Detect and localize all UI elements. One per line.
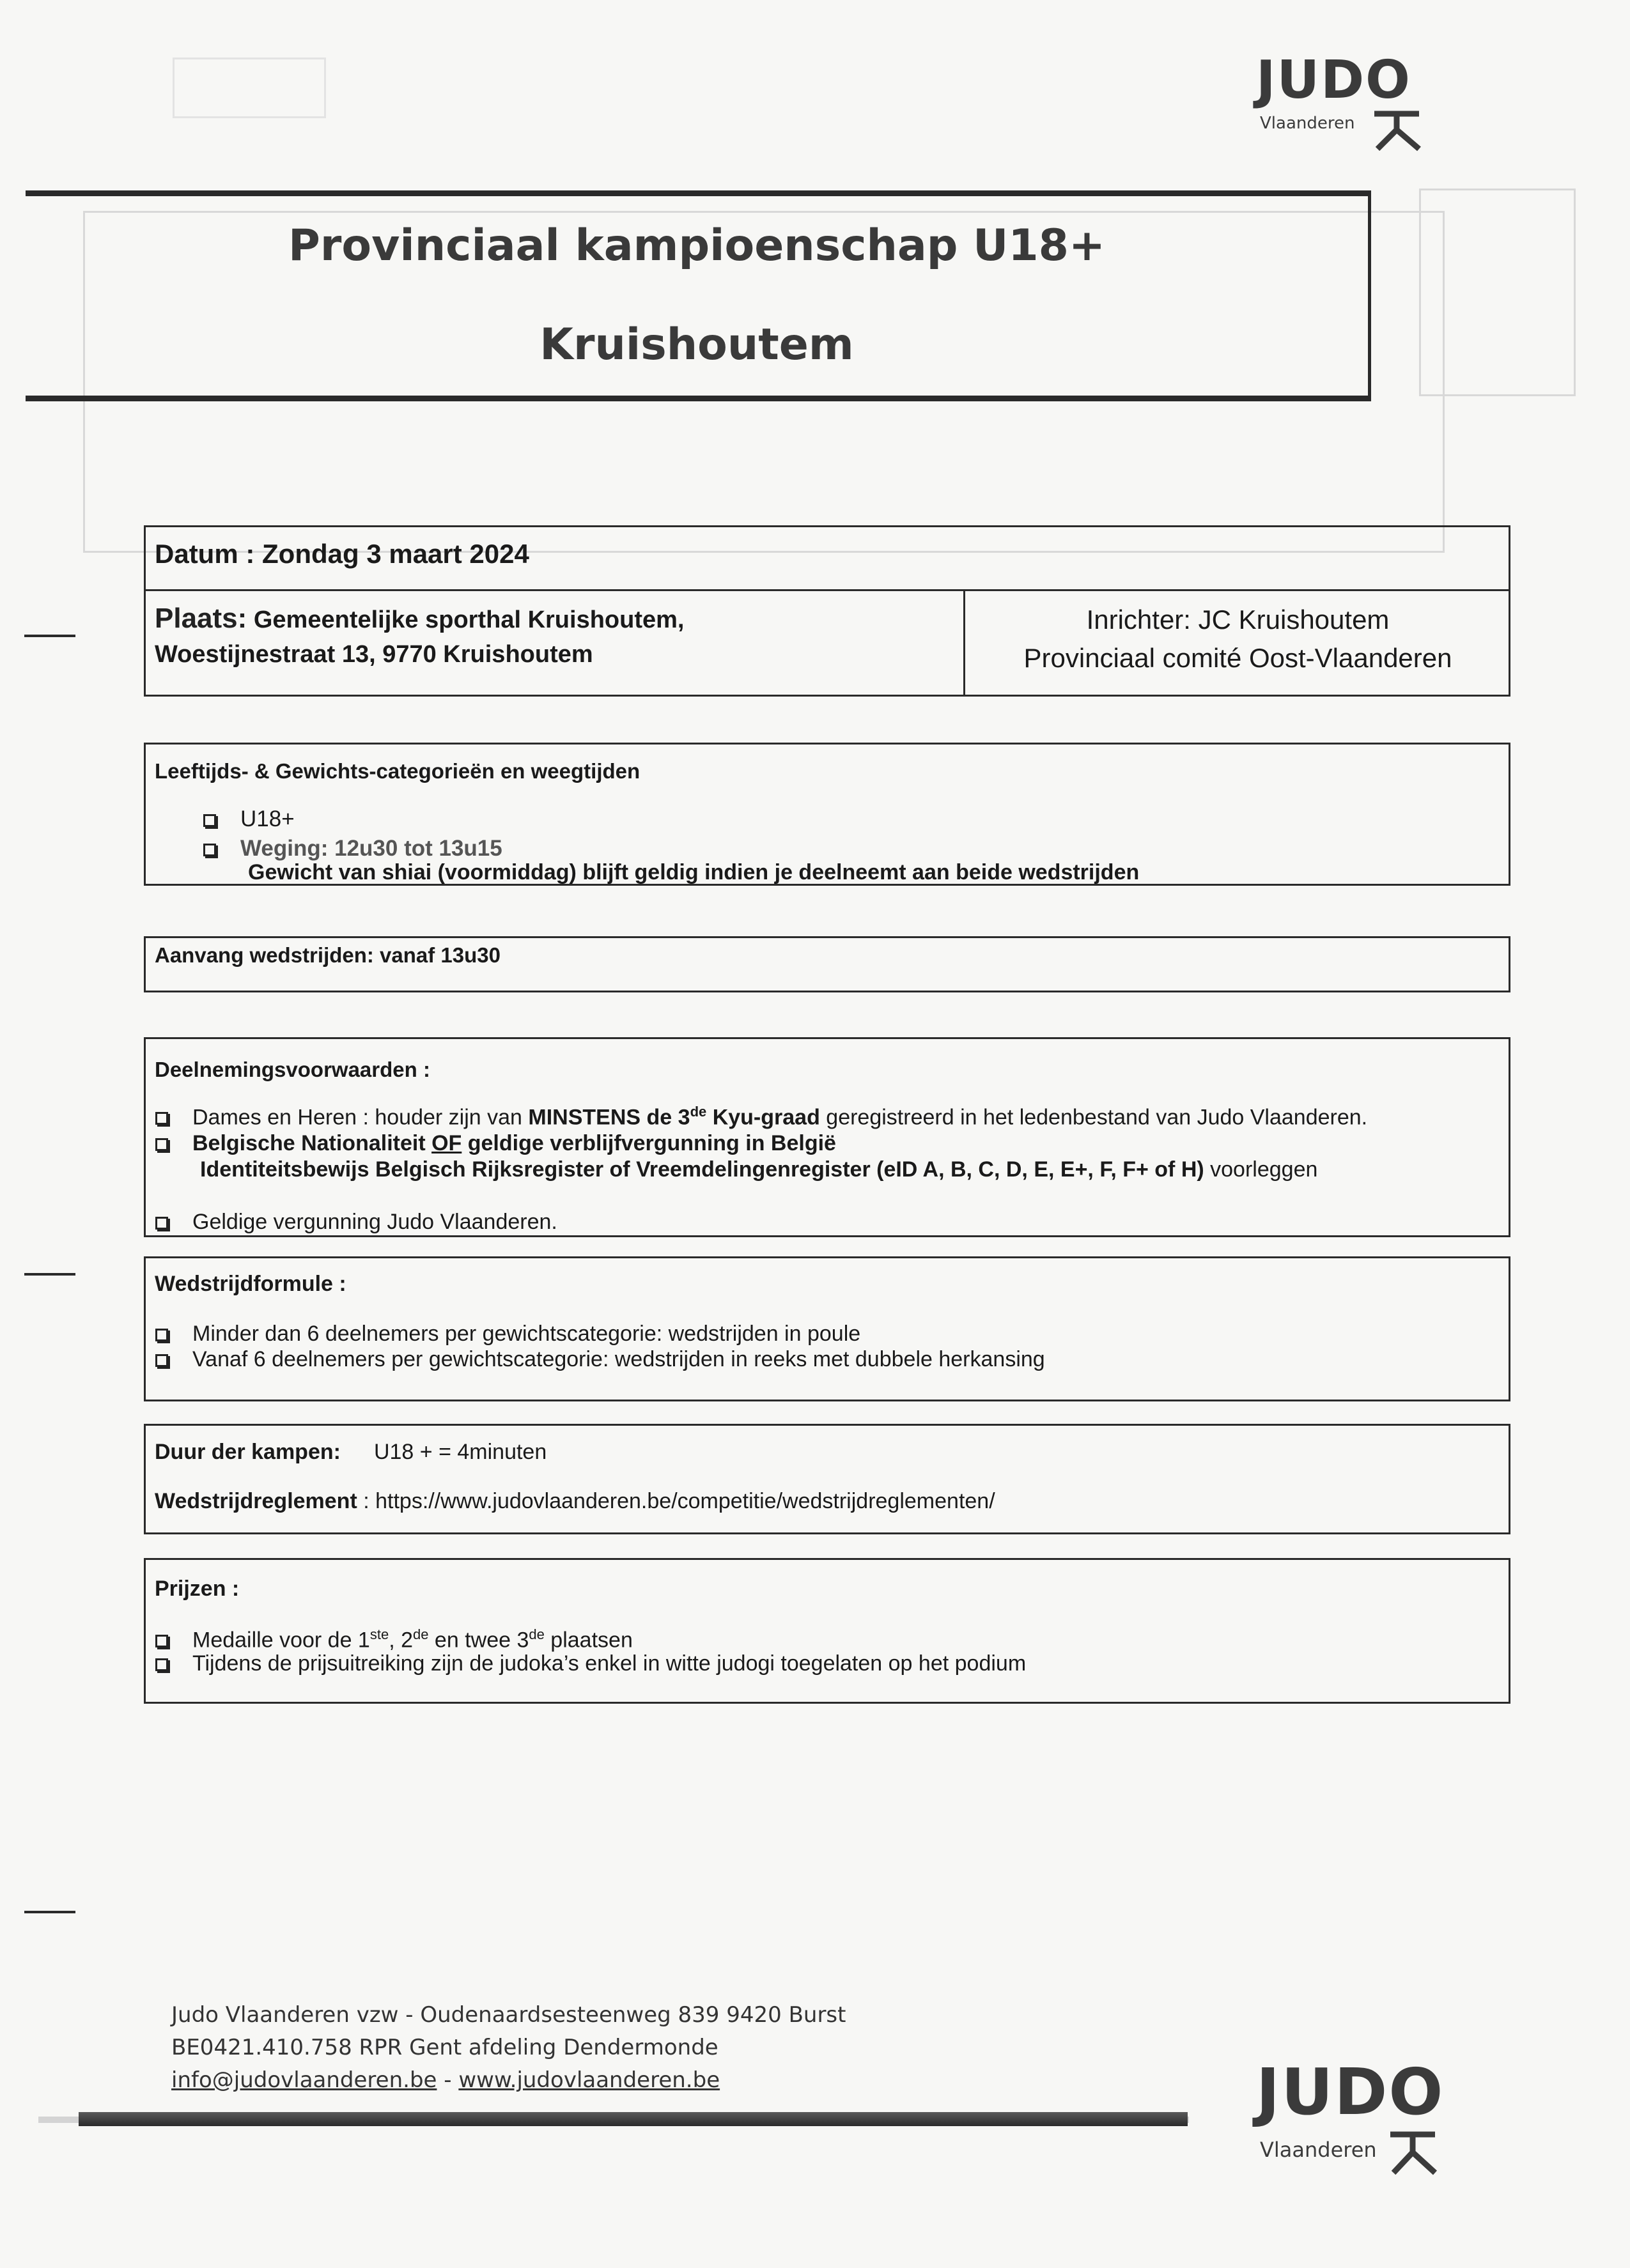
duur-value: U18 + = 4minuten (373, 1440, 547, 1464)
formule-item-2 (155, 1347, 1045, 1372)
footer-line-3 (171, 2064, 846, 2097)
deel-item-2-line2 (200, 1157, 1317, 1182)
footer-sep: - (437, 2067, 459, 2093)
prijzen-item-1-d: plaatsen (544, 1628, 633, 1653)
inrichter-line2: Provinciaal comité Oost-Vlaanderen (1023, 643, 1452, 673)
plaats-line1-text: Gemeentelijke sporthal Kruishoutem, (253, 606, 685, 633)
footer-web-link[interactable]: www.judovlaanderen.be (458, 2067, 720, 2093)
plaats-line2: Woestijnestraat 13, 9770 Kruishoutem (155, 641, 593, 668)
deel-item-3-text: Geldige vergunning Judo Vlaanderen. (192, 1210, 557, 1234)
prijzen-item-2-text: Tijdens de prijsuitreiking zijn de judoka’s enkel in witte judogi toegelaten op het podium (192, 1651, 1027, 1676)
plaats-label: Plaats: (155, 603, 247, 634)
duur-label: Duur der kampen: (155, 1440, 341, 1464)
checkbox-icon (155, 1112, 168, 1125)
checkbox-icon (155, 1635, 168, 1647)
reglement-link[interactable]: : https://www.judovlaanderen.be/competitie/wedstrijdreglementen/ (357, 1489, 995, 1513)
cat-note: Gewicht van shiai (voormiddag) blijft geldig indien je deelneemt aan beide wedstrijden (248, 860, 1140, 884)
margin-mark (24, 1273, 75, 1276)
footer-text (171, 1999, 846, 2097)
cat-item-1 (203, 806, 295, 832)
prijzen-item-1-c: en twee 3 (428, 1628, 529, 1653)
cat-item-2-text: Weging: 12u30 tot 13u15 (240, 836, 502, 861)
logo-sub: Vlaanderen (1260, 2138, 1377, 2162)
prijzen-sup-3: de (529, 1626, 545, 1642)
deel-item-1-bold2: Kyu-graad (706, 1105, 820, 1130)
footer-line-1: Judo Vlaanderen vzw - Oudenaardsesteenweg 839 9420 Burst (171, 2002, 846, 2028)
aanvang-text: Aanvang wedstrijden: vanaf 13u30 (155, 943, 501, 967)
deel-item-1-sup: de (690, 1104, 707, 1120)
bottom-logo (1256, 2055, 1448, 2176)
checkbox-icon (155, 1138, 168, 1151)
page-title: Provinciaal kampioenschap U18+ (288, 220, 1105, 271)
judo-mark-icon (1368, 107, 1425, 152)
prijzen-sup-2: de (413, 1626, 429, 1642)
checkbox-icon (155, 1329, 168, 1341)
deel-item-1 (155, 1104, 1367, 1130)
formule-heading: Wedstrijdformule : (155, 1272, 346, 1296)
checkbox-icon (155, 1217, 168, 1230)
prijzen-item-1-b: , 2 (389, 1628, 413, 1653)
duur-row (155, 1440, 547, 1465)
ghost-box-right (1419, 189, 1576, 396)
inrichter (965, 601, 1510, 677)
inrichter-line1: Inrichter: JC Kruishoutem (1086, 605, 1390, 635)
cat-item-1-text: U18+ (240, 806, 295, 831)
checkbox-icon (155, 1354, 168, 1367)
judo-mark-icon (1384, 2128, 1441, 2176)
plaats-line1 (155, 603, 684, 635)
reglement-label: Wedstrijdreglement (155, 1489, 357, 1513)
info-divider-h (144, 589, 1510, 591)
prijzen-item-1-a: Medaille voor de 1 (192, 1628, 370, 1653)
top-logo (1256, 50, 1448, 152)
datum (155, 539, 529, 569)
deel-item-1-pre: Dames en Heren : houder zijn van (192, 1105, 529, 1130)
cat-item-2 (203, 836, 502, 861)
deelneming-heading: Deelnemingsvoorwaarden : (155, 1058, 430, 1081)
prijzen-item-1 (155, 1626, 633, 1653)
checkbox-icon (203, 844, 216, 856)
formule-item-2-text: Vanaf 6 deelnemers per gewichtscategorie: wedstrijden in reeks met dubbele herkansing (192, 1347, 1045, 1371)
logo-word: JUDO (1256, 50, 1411, 111)
checkbox-icon (203, 814, 216, 827)
deel-item-1-post: geregistreerd in het ledenbestand van Judo Vlaanderen. (819, 1105, 1368, 1130)
logo-word: JUDO (1256, 2055, 1445, 2129)
datum-label: Datum : (155, 539, 255, 569)
deel-item-1-bold: MINSTENS de 3 (528, 1105, 690, 1130)
reglement-row (155, 1489, 995, 1514)
formule-item-1-text: Minder dan 6 deelnemers per gewichtscategorie: wedstrijden in poule (192, 1322, 861, 1346)
footer-email-link[interactable]: info@judovlaanderen.be (171, 2067, 437, 2093)
datum-value: Zondag 3 maart 2024 (262, 539, 529, 569)
ghost-logo-top (173, 58, 326, 118)
margin-mark (24, 1911, 75, 1913)
prijzen-sup-1: ste (369, 1626, 389, 1642)
page-subtitle: Kruishoutem (539, 320, 854, 370)
logo-sub: Vlaanderen (1260, 114, 1355, 133)
formule-item-1 (155, 1322, 860, 1346)
deel-item-2-post: voorleggen (1204, 1157, 1318, 1182)
deel-item-3 (155, 1210, 557, 1235)
deel-item-2-b: geldige verblijfvergunning in België (462, 1131, 836, 1155)
margin-mark (24, 635, 75, 637)
footer-rule (79, 2112, 1188, 2126)
categorieen-heading: Leeftijds- & Gewichts-categorieën en weegtijden (155, 759, 640, 783)
deel-item-2-a: Belgische Nationaliteit (192, 1131, 432, 1155)
deel-item-2-id: Identiteitsbewijs Belgisch Rijksregister of Vreemdelingenregister (eID A, B, C, D, E, E+, F, F+ of H) (200, 1157, 1204, 1182)
footer-line-2: BE0421.410.758 RPR Gent afdeling Dendermonde (171, 2035, 718, 2060)
prijzen-item-2 (155, 1651, 1026, 1676)
deel-item-2 (155, 1131, 836, 1156)
checkbox-icon (155, 1658, 168, 1671)
prijzen-heading: Prijzen : (155, 1577, 240, 1601)
deel-item-2-of: OF (431, 1131, 462, 1155)
